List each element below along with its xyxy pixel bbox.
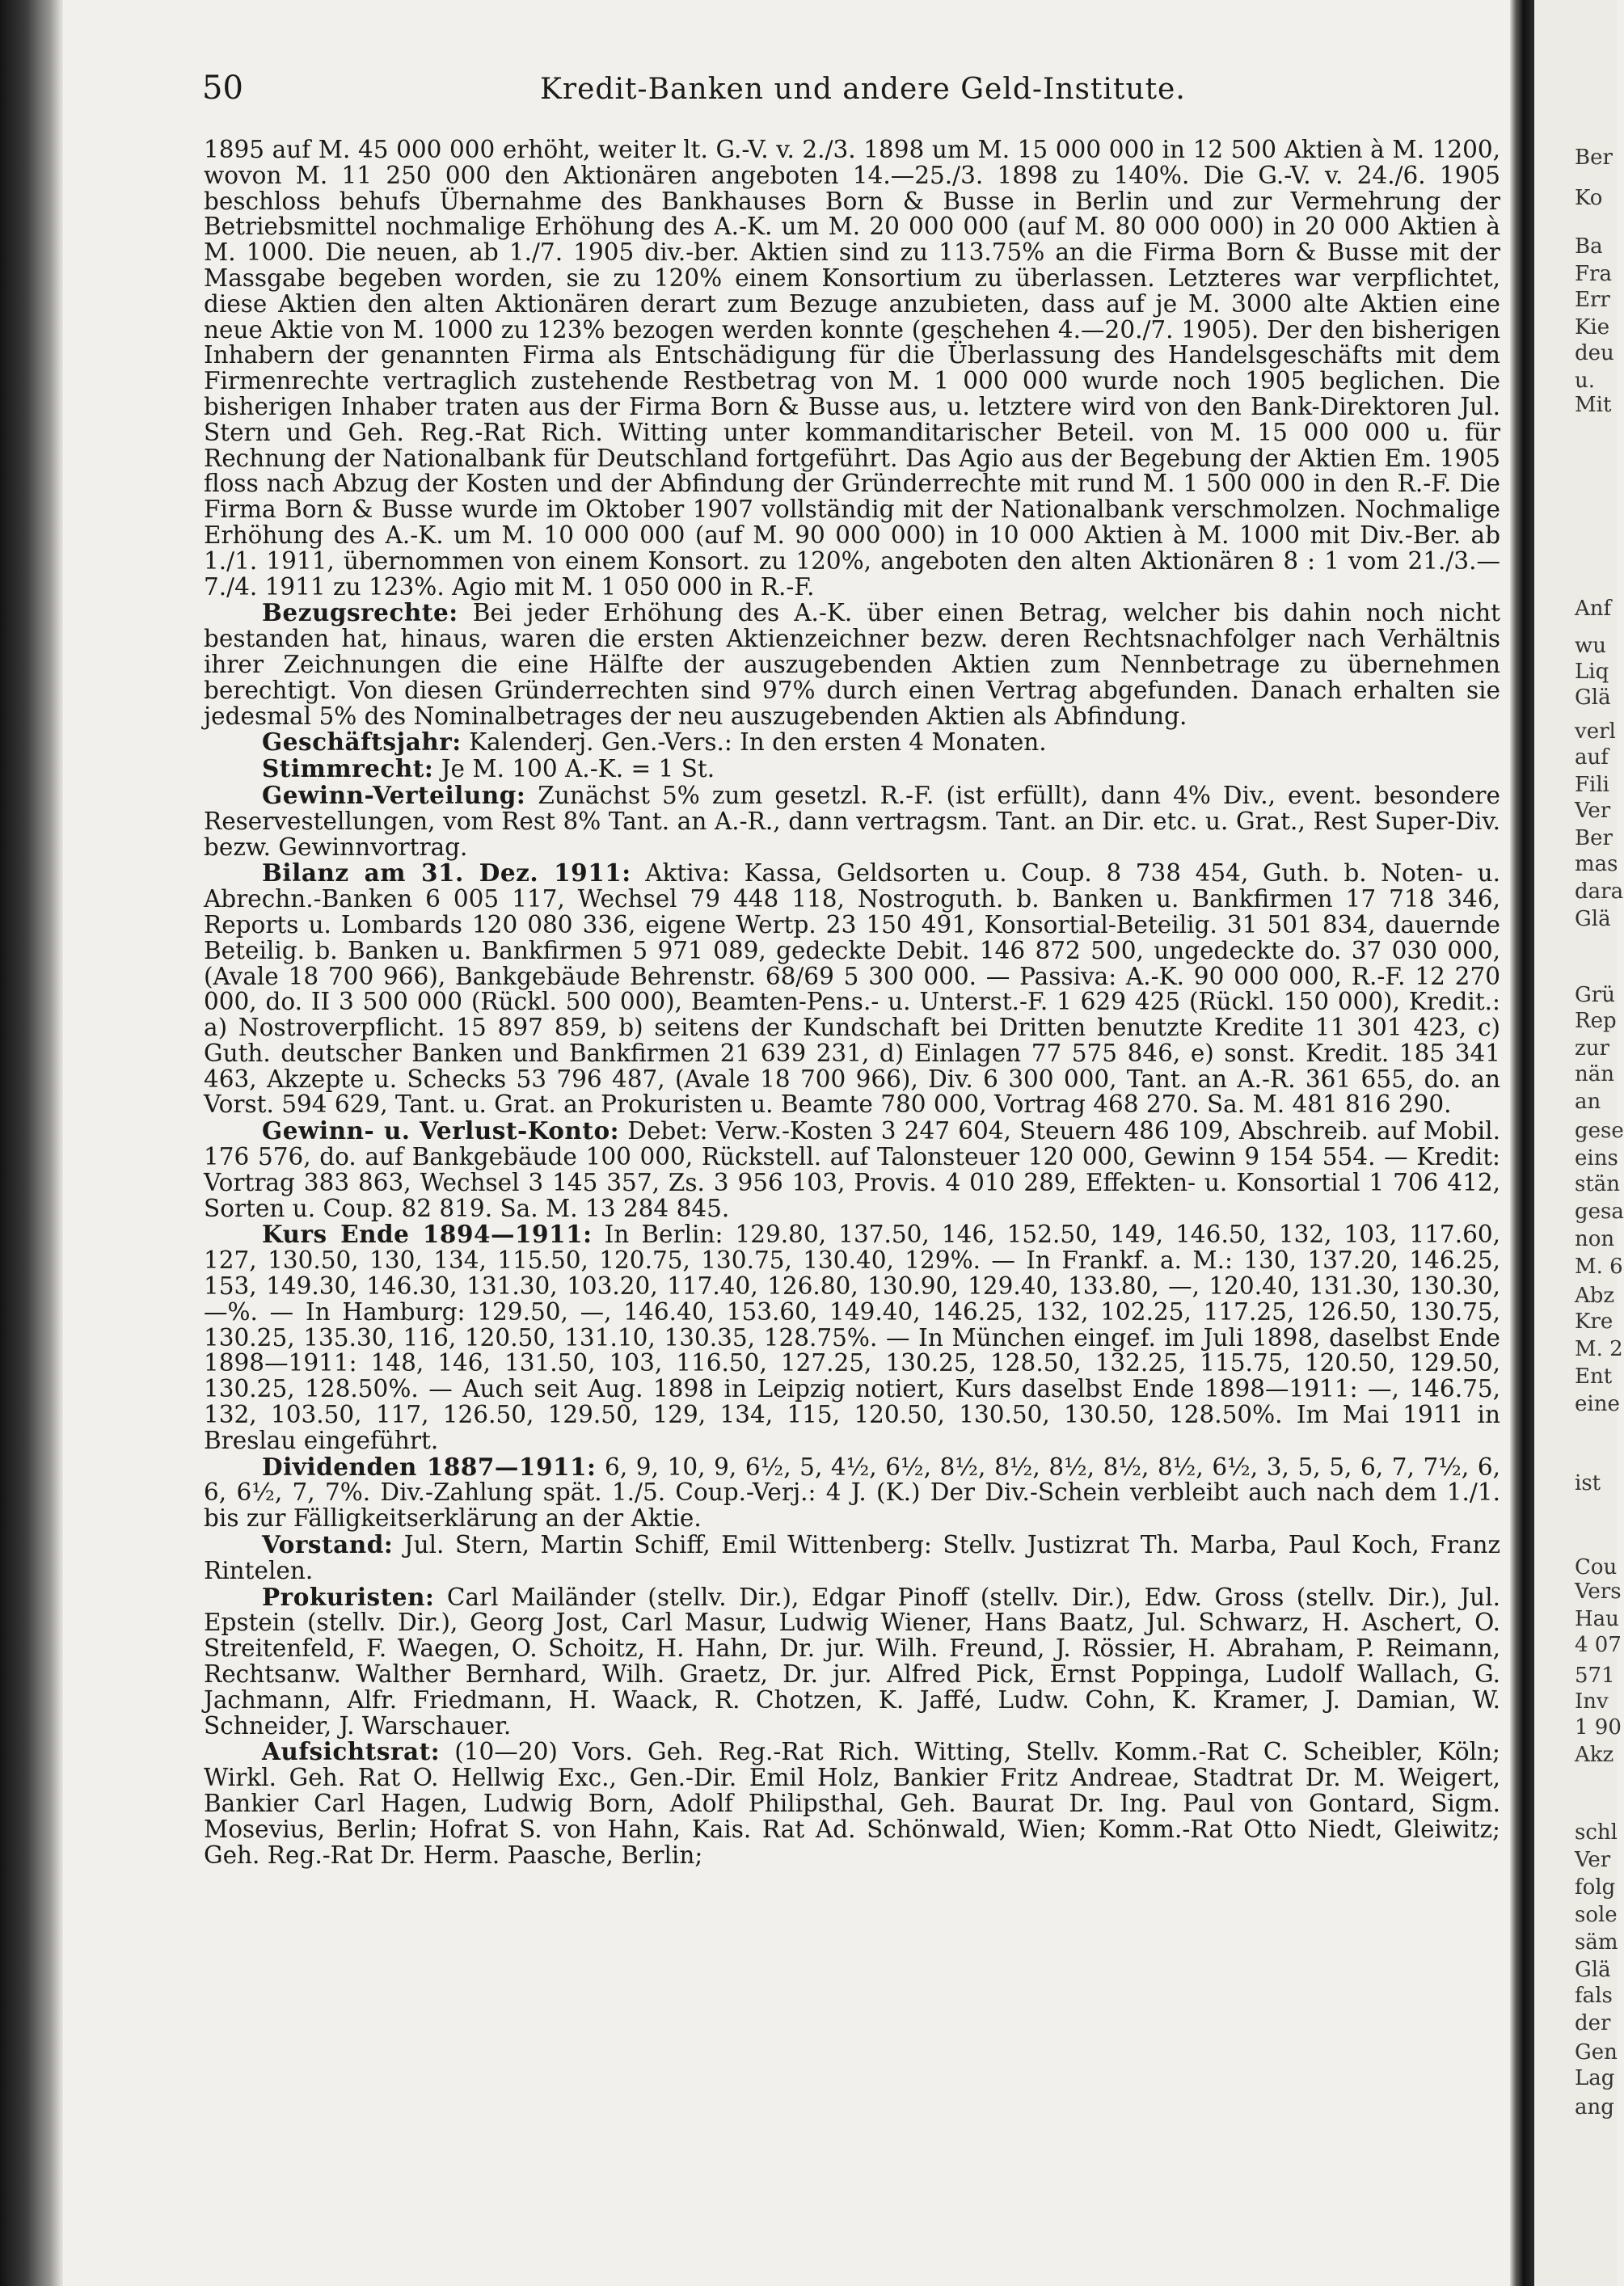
adjacent-page-fragment: Mit — [1575, 393, 1612, 417]
section-heading: Bilanz am 31. Dez. 1911: — [262, 858, 631, 888]
page-body — [204, 137, 1500, 1868]
adjacent-page-fragment: Ber — [1575, 146, 1613, 170]
adjacent-page-fragment: Kre — [1575, 1310, 1613, 1334]
adjacent-page-fragment: Cou — [1575, 1555, 1618, 1580]
adjacent-page-fragment: sole — [1575, 1903, 1618, 1927]
section-heading: Aufsichtsrat: — [262, 1737, 441, 1766]
adjacent-page-fragment: Ko — [1575, 186, 1603, 210]
adjacent-page-fragment: Ver — [1575, 1848, 1611, 1872]
paragraph-aufsichtsrat — [204, 1739, 1500, 1868]
adjacent-page-fragment: Kie — [1575, 315, 1610, 340]
paragraph-text: Jul. Stern, Martin Schiff, Emil Wittenberg: Stellv. Justizrat Th. Marba, Paul Koch, Franz Rintelen. — [204, 1531, 1500, 1584]
running-title: Kredit-Banken und andere Geld-Institute. — [540, 73, 1186, 106]
page-number: 50 — [202, 70, 243, 107]
adjacent-page-fragment: schl — [1575, 1820, 1618, 1845]
adjacent-page-fragment: Inv — [1575, 1689, 1609, 1714]
adjacent-page-fragment: gese — [1575, 1119, 1624, 1143]
paragraph-bezugsrechte — [204, 600, 1500, 729]
paragraph-capital-history — [204, 137, 1500, 600]
adjacent-page-fragment: Ba — [1575, 234, 1603, 259]
adjacent-page-fragment: Lag — [1575, 2066, 1615, 2090]
paragraph-bilanz — [204, 860, 1500, 1118]
paragraph-geschaeftsjahr — [204, 729, 1500, 756]
adjacent-page-fragment: gesa — [1575, 1200, 1624, 1224]
adjacent-page-fragment: Glä — [1575, 685, 1611, 710]
adjacent-page-fragment: eins — [1575, 1146, 1618, 1170]
adjacent-page-fragment: mas — [1575, 852, 1618, 876]
adjacent-page-fragment: Grü — [1575, 983, 1615, 1007]
paragraph-text: Debet: Verw.-Kosten 3 247 604, Steuern 486 109, Abschreib. auf Mobil. 176 576, do. auf Bankgebäude 100 000, Rückstell. auf Talonsteuer 120 000, Gewinn 9 154 554. — Kredit: Vortrag 383 863, Wechsel 3 145 357, Zs. 3 956 103, Provis. 4 010 289, Effekten- u. Konsortial 1 706 412, Sorten u. Coup. 82 819. Sa. M. 13 284 845. — [204, 1117, 1500, 1222]
section-heading: Kurs Ende 1894—1911: — [262, 1220, 593, 1249]
adjacent-page-fragment: Ber — [1575, 826, 1613, 850]
section-heading: Prokuristen: — [262, 1582, 435, 1611]
paragraph-gewinn-verlust — [204, 1118, 1500, 1221]
adjacent-page-fragment: folg — [1575, 1875, 1616, 1900]
adjacent-page-fragment: stän — [1575, 1172, 1621, 1196]
adjacent-page-fragment: non — [1575, 1227, 1615, 1251]
adjacent-page-fragment: ist — [1575, 1471, 1601, 1495]
book-gutter-shadow-right — [1510, 0, 1534, 2286]
adjacent-page-fragment: wu — [1575, 634, 1606, 658]
paragraph-prokuristen — [204, 1584, 1500, 1740]
adjacent-page-fragment: dara — [1575, 879, 1624, 904]
adjacent-page-fragment: Gen — [1575, 2040, 1618, 2065]
adjacent-page-fragment: Fili — [1575, 773, 1609, 797]
adjacent-page-fragment: 4 07 — [1575, 1633, 1622, 1657]
adjacent-page-fragment: ang — [1575, 2095, 1614, 2119]
adjacent-page-fragment: deu — [1575, 341, 1614, 365]
section-heading: Bezugsrechte: — [262, 598, 458, 627]
adjacent-page-fragment: verl — [1575, 719, 1616, 744]
section-heading: Gewinn-Verteilung: — [262, 780, 526, 809]
paragraph-kurs — [204, 1221, 1500, 1453]
paragraph-text: 6, 9, 10, 9, 6½, 5, 4½, 6½, 8½, 8½, 8½, 8½, 8½, 6½, 3, 5, 5, 6, 7, 7½, 6, 6, 6½, 7, 7%. Div.-Zahlung spät. 1./5. Coup.-Verj.: 4 J. (K.) Der Div.-Schein verbleibt auch nach dem 1./1. bis zur Fälligkeitserklärung an der Aktie. — [204, 1453, 1500, 1533]
paragraph-text: Carl Mailänder (stellv. Dir.), Edgar Pinoff (stellv. Dir.), Edw. Gross (stellv. Dir.), Jul. Epstein (stellv. Dir.), Georg Jost, Carl Masur, Ludwig Wiener, Hans Baatz, Jul. Schwarz, H. Aschert, O. Streitenfeld, F. Waegen, O. Schoitz, H. Hahn, Dr. jur. Wilh. Freund, J. Rössier, H. Abraham, P. Reimann, Rechtsanw. Walther Bernhard, Wilh. Graetz, Dr. jur. Alfred Pick, Ernst Poppinga, Ludolf Wallach, G. Jachmann, Alfr. Friedmann, H. Waack, R. Chotzen, K. Jaffé, Ludw. Cohn, K. Kramer, J. Damian, W. Schneider, J. Warschauer. — [204, 1583, 1500, 1740]
adjacent-page-fragment: Err — [1575, 288, 1610, 312]
paragraph-gewinn-verteilung — [204, 782, 1500, 860]
paragraph-text: 1895 auf M. 45 000 000 erhöht, weiter lt. G.-V. v. 2./3. 1898 um M. 15 000 000 in 12 500 Aktien à M. 1200, wovon M. 11 250 000 den Aktionären angeboten 14.—25./3. 1898 zu 140%. Die G.-V. v. 24./6. 1905 beschloss behufs Übernahme des Bankhauses Born & Busse in Berlin und zur Vermehrung der Betriebsmittel nochmalige Erhöhung des A.-K. um M. 20 000 000 (auf M. 80 000 000) in 20 000 Aktien à M. 1000. Die neuen, ab 1./7. 1905 div.-ber. Aktien sind zu 113.75% an die Firma Born & Busse mit der Massgabe begeben worden, sie zu 120% einem Konsortium zu überlassen. Letzteres war verpflichtet, diese Aktien den alten Aktionären derart zum Bezuge anzubieten, dass auf je M. 3000 alte Aktien eine neue Aktie von M. 1000 zu 123% bezogen werden konnte (geschehen 4.—20./7. 1905). Der den bisherigen Inhabern der genannten Firma als Entschädigung für die Überlassung des Handelsgeschäfts mit dem Firmenrechte vertraglich zustehende Restbetrag von M. 1 000 000 wurde noch 1905 beglichen. Die bisherigen Inhaber traten aus der Firma Born & Busse aus, u. letztere wird von den Bank-Direktoren Jul. Stern und Geh. Reg.-Rat Rich. Witting unter kommanditarischer Beteil. von M. 15 000 000 u. für Rechnung der Nationalbank für Deutschland fortgeführt. Das Agio aus der Begebung der Aktien Em. 1905 floss nach Abzug der Kosten und der Abfindung der Gründerrechte mit rund M. 1 500 000 in den R.-F. Die Firma Born & Busse wurde im Oktober 1907 vollständig mit der Nationalbank verschmolzen. Nochmalige Erhöhung des A.-K. um M. 10 000 000 (auf M. 90 000 000) in 10 000 Aktien à M. 1000 mit Div.-Ber. ab 1./1. 1911, übernommen von einem Konsort. zu 120%, angeboten den alten Aktionären 8 : 1 vom 21./3.—7./4. 1911 zu 123%. Agio mit M. 1 050 000 in R.-F. — [204, 136, 1500, 601]
adjacent-page-edge — [1534, 0, 1624, 2286]
adjacent-page-fragment: Ent — [1575, 1364, 1613, 1389]
adjacent-page-fragment: Liq — [1575, 660, 1609, 684]
paragraph-text: Je M. 100 A.-K. = 1 St. — [441, 755, 715, 783]
adjacent-page-fragment: Rep — [1575, 1009, 1617, 1033]
adjacent-page-fragment: eine — [1575, 1392, 1620, 1416]
adjacent-page-fragment: u. — [1575, 369, 1596, 393]
adjacent-page-fragment: Akz — [1575, 1743, 1614, 1767]
adjacent-page-fragment: der — [1575, 2011, 1611, 2035]
section-heading: Dividenden 1887—1911: — [262, 1452, 597, 1481]
adjacent-page-fragment: Glä — [1575, 907, 1611, 931]
paragraph-text: Kalenderj. Gen.-Vers.: In den ersten 4 Monaten. — [469, 728, 1047, 757]
paragraph-text: (10—20) Vors. Geh. Reg.-Rat Rich. Witting, Stellv. Komm.-Rat C. Scheibler, Köln; Wirkl. Geh. Rat O. Hellwig Exc., Gen.-Dir. Emil Holz, Bankier Fritz Andreae, Stadtrat Dr. M. Weigert, Bankier Carl Hagen, Ludwig Born, Adolf Philipsthal, Geh. Baurat Dr. Ing. Paul von Gontard, Sigm. Mosevius, Berlin; Hofrat S. von Hahn, Kais. Rat Ad. Schönwald, Wien; Komm.-Rat Otto Niedt, Gleiwitz; Geh. Reg.-Rat Dr. Herm. Paasche, Berlin; — [204, 1738, 1500, 1869]
paragraph-vorstand — [204, 1532, 1500, 1584]
section-heading: Gewinn- u. Verlust-Konto: — [262, 1116, 620, 1145]
paragraph-text: Aktiva: Kassa, Geldsorten u. Coup. 8 738 454, Guth. b. Noten- u. Abrechn.-Banken 6 005 117, Wechsel 79 448 118, Nostroguth. b. Banken u. Bankfirmen 17 718 346, Reports u. Lombards 120 080 336, eigene Wertp. 23 150 491, Konsortial-Beteilig. 31 501 834, dauernde Beteilig. b. Banken u. Bankfirmen 5 971 089, gedeckte Debit. 146 872 500, ungedeckte do. 37 030 000, (Avale 18 700 966), Bankgebäude Behrenstr. 68/69 5 300 000. — Passiva: A.-K. 90 000 000, R.-F. 12 270 000, do. II 3 500 000 (Rückl. 500 000), Beamten-Pens.- u. Unterst.-F. 1 629 425 (Rückl. 150 000), Kredit.: a) Nostroverpflicht. 15 897 859, b) seitens der Kundschaft bei Dritten benutzte Kredite 11 301 423, c) Guth. deutscher Banken und Bankfirmen 21 639 231, d) Einlagen 77 575 846, e) sonst. Kredit. 185 341 463, Akzepte u. Schecks 53 796 487, (Avale 18 700 966), Div. 6 300 000, Tant. an A.-R. 361 655, do. an Vorst. 594 629, Tant. u. Grat. an Prokuristen u. Beamte 780 000, Vortrag 468 270. Sa. M. 481 816 290. — [204, 859, 1500, 1119]
adjacent-page-fragment: Abz — [1575, 1284, 1615, 1308]
adjacent-page-fragment: Fra — [1575, 262, 1612, 286]
adjacent-page-fragment: M. 2 — [1575, 1337, 1623, 1361]
section-heading: Geschäftsjahr: — [262, 728, 462, 757]
adjacent-page-fragment: säm — [1575, 1930, 1618, 1955]
adjacent-page-fragment: Glä — [1575, 1958, 1611, 1982]
adjacent-page-fragment: Anf — [1575, 597, 1612, 621]
adjacent-page-fragment: nän — [1575, 1062, 1614, 1086]
adjacent-page-fragment: Ver — [1575, 799, 1611, 823]
paragraph-text: In Berlin: 129.80, 137.50, 146, 152.50, 149, 146.50, 132, 103, 117.60, 127, 130.50, 130, 134, 115.50, 120.75, 130.75, 130.40, 129%. — In Frankf. a. M.: 130, 137.20, 146.25, 153, 149.30, 146.30, 131.30, 103.20, 117.40, 126.80, 130.90, 129.40, 133.80, —, 120.40, 131.30, 130.30, —%. — In Hamburg: 129.50, —, 146.40, 153.60, 149.40, 146.25, 132, 102.25, 117.25, 126.50, 130.75, 130.25, 135.30, 116, 120.50, 131.10, 130.35, 128.75%. — In München eingef. im Juli 1898, daselbst Ende 1898—1911: 148, 146, 131.50, 103, 116.50, 127.25, 130.25, 128.50, 132.25, 115.75, 120.50, 129.50, 130.25, 128.50%. — Auch seit Aug. 1898 in Leipzig notiert, Kurs daselbst Ende 1898—1911: —, 146.75, 132, 103.50, 117, 126.50, 129.50, 129, 134, 115, 120.50, 130.50, 130.50, 128.50%. Im Mai 1911 in Breslau eingeführt. — [204, 1221, 1500, 1454]
book-binding-shadow-left — [0, 0, 63, 2286]
adjacent-page-fragment: Vers — [1575, 1580, 1622, 1604]
adjacent-page-fragment: 1 90 — [1575, 1715, 1622, 1740]
adjacent-page-fragment: auf — [1575, 745, 1609, 770]
adjacent-page-fragment: zur — [1575, 1036, 1609, 1061]
paragraph-text: Bei jeder Erhöhung des A.-K. über einen Betrag, welcher bis dahin noch nicht bestanden hat, hinaus, waren die ersten Aktienzeichner bezw. deren Rechtsnachfolger nach Verhältnis ihrer Zeichnungen die eine Hälfte der auszugebenden Aktien zum Nennbetrage zu übernehmen berechtigt. Von diesen Gründerrechten sind 97% durch einen Vertrag abgefunden. Danach erhalten sie jedesmal 5% des Nominalbetrages der neu auszugebenden Aktien als Abfindung. — [204, 599, 1500, 730]
paragraph-dividenden — [204, 1454, 1500, 1532]
adjacent-page-fragment: an — [1575, 1090, 1601, 1114]
adjacent-page-fragment: 571 — [1575, 1664, 1615, 1688]
adjacent-page-fragment: M. 6 — [1575, 1255, 1623, 1279]
section-heading: Stimmrecht: — [262, 754, 434, 783]
adjacent-page-fragment: fals — [1575, 1984, 1613, 2008]
adjacent-page-fragment: Hau — [1575, 1607, 1619, 1631]
section-heading: Vorstand: — [262, 1530, 394, 1559]
paragraph-text: Zunächst 5% zum gesetzl. R.-F. (ist erfüllt), dann 4% Div., event. besondere Reservestellungen, vom Rest 8% Tant. an A.-R., dann vertragsm. Tant. an Dir. etc. u. Grat., Rest Super-Div. bezw. Gewinnvortrag. — [204, 781, 1500, 861]
paragraph-stimmrecht — [204, 756, 1500, 782]
